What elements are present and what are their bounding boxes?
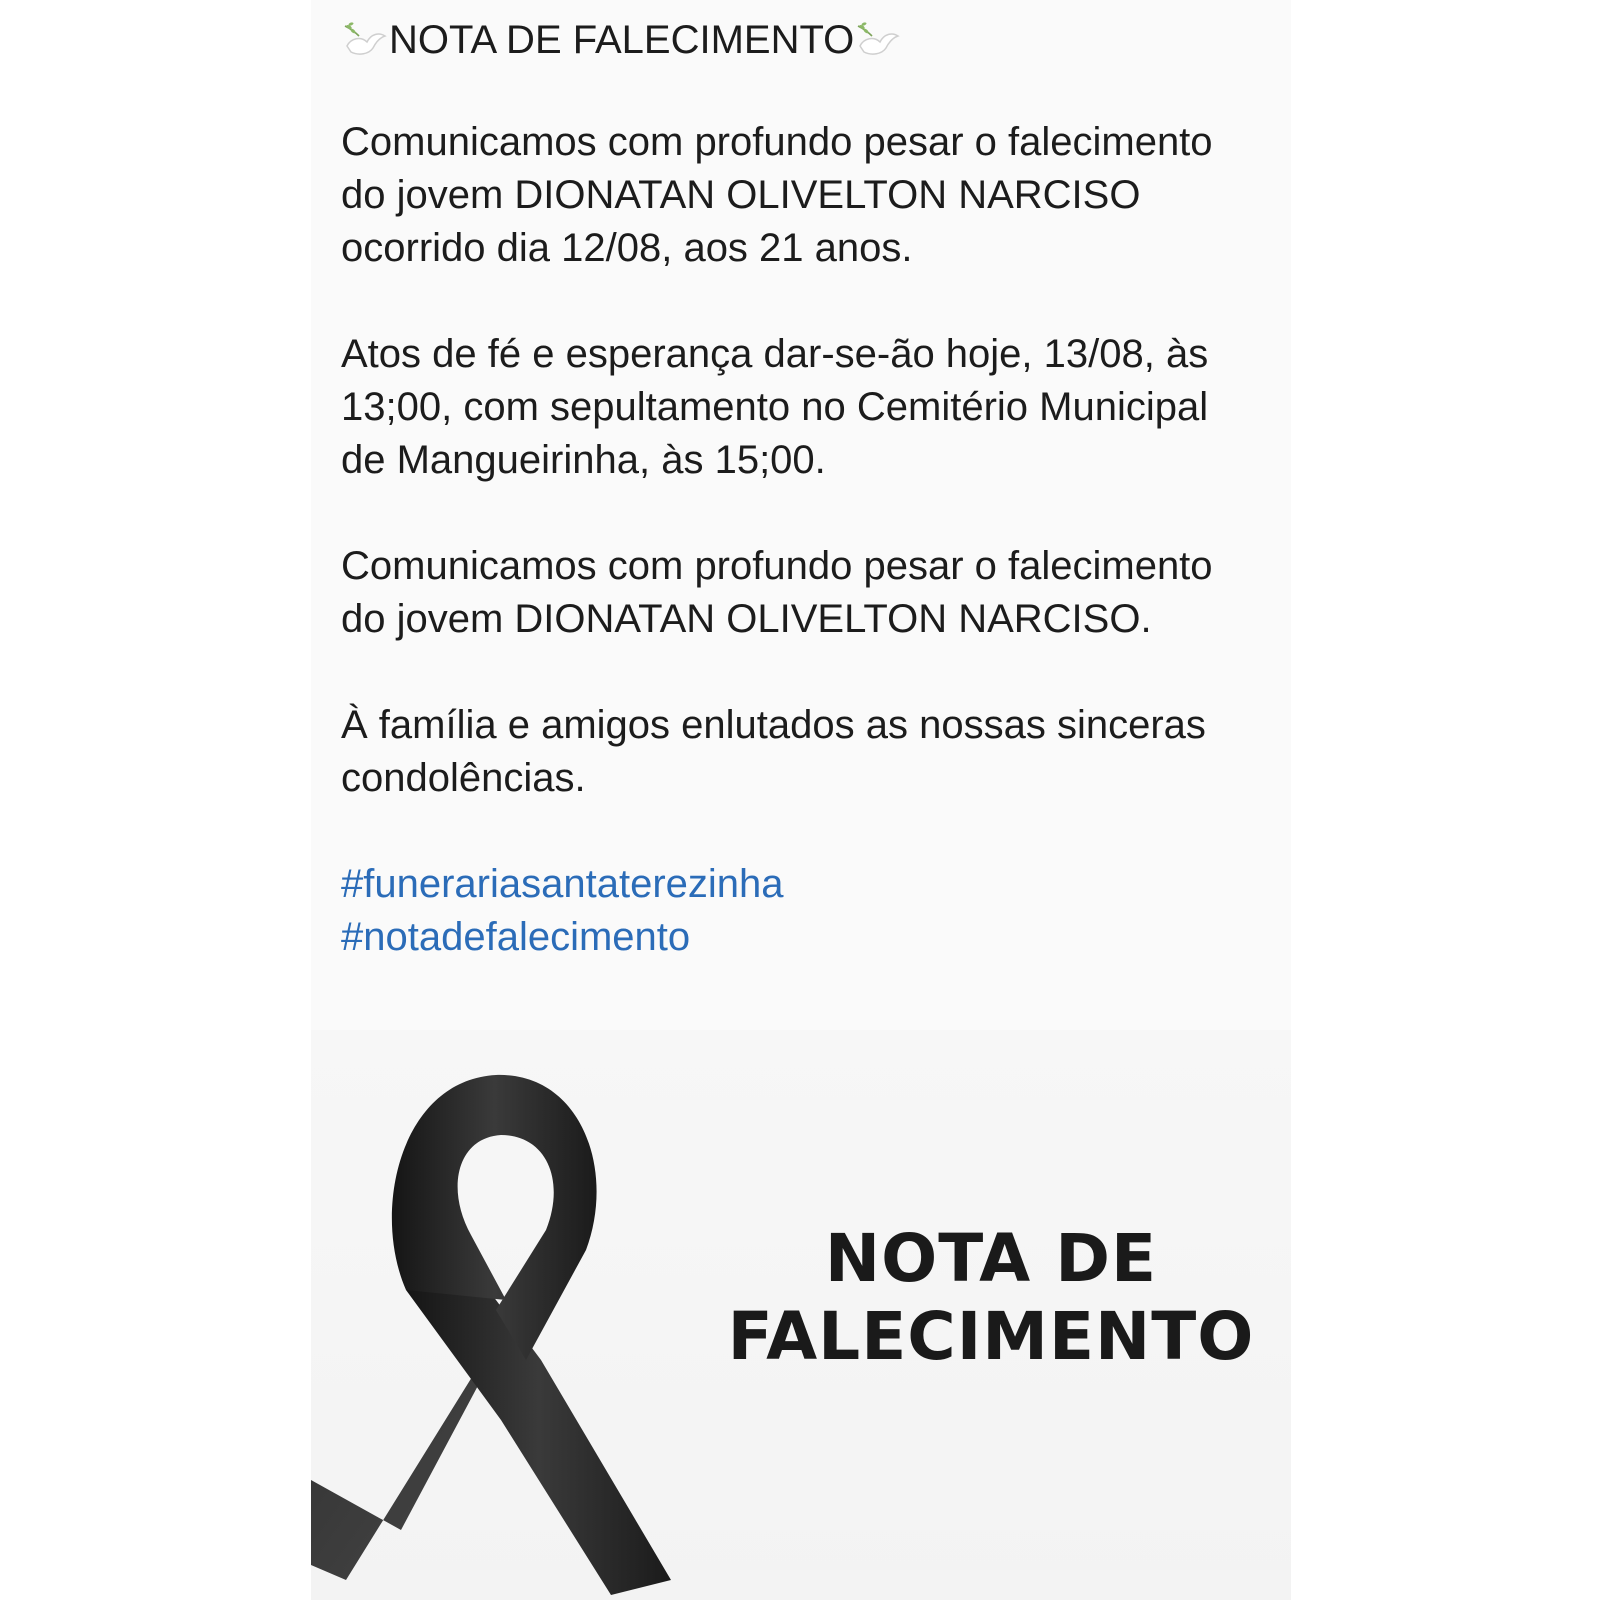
- text-line: condolências.: [341, 756, 586, 800]
- post-card: [311, 0, 1291, 1600]
- banner-title-line: FALECIMENTO: [727, 1298, 1255, 1375]
- text-line: 13;00, com sepultamento no Cemitério Municipal: [341, 385, 1209, 429]
- dove-icon: [854, 16, 902, 64]
- text-line: Atos de fé e esperança dar-se-ão hoje, 13/08, às: [341, 332, 1209, 376]
- banner-title: [711, 1220, 1271, 1376]
- paragraph-ceremony: [341, 328, 1281, 487]
- text-line: do jovem DIONATAN OLIVELTON NARCISO.: [341, 597, 1152, 641]
- mourning-ribbon-icon: [311, 1060, 731, 1600]
- paragraph-repeat-announcement: [341, 540, 1281, 646]
- post-body: [341, 116, 1281, 964]
- text-line: do jovem DIONATAN OLIVELTON NARCISO: [341, 173, 1141, 217]
- hashtag-link[interactable]: #funerariasantaterezinha: [341, 862, 784, 906]
- text-line: Comunicamos com profundo pesar o falecimento: [341, 120, 1213, 164]
- dove-icon: [341, 16, 389, 64]
- text-line: Comunicamos com profundo pesar o falecimento: [341, 544, 1213, 588]
- text-line: ocorrido dia 12/08, aos 21 anos.: [341, 226, 913, 270]
- text-line: de Mangueirinha, às 15;00.: [341, 438, 826, 482]
- paragraph-announcement: [341, 116, 1281, 275]
- banner-title-line: NOTA DE: [824, 1220, 1158, 1297]
- hashtag-link[interactable]: #notadefalecimento: [341, 915, 691, 959]
- post-image-banner: [311, 1030, 1291, 1600]
- post-title: NOTA DE FALECIMENTO: [389, 17, 855, 62]
- hashtag-list: [341, 858, 1281, 964]
- paragraph-condolences: [341, 699, 1281, 805]
- text-line: À família e amigos enlutados as nossas sinceras: [341, 703, 1206, 747]
- post-title-row: [341, 12, 902, 68]
